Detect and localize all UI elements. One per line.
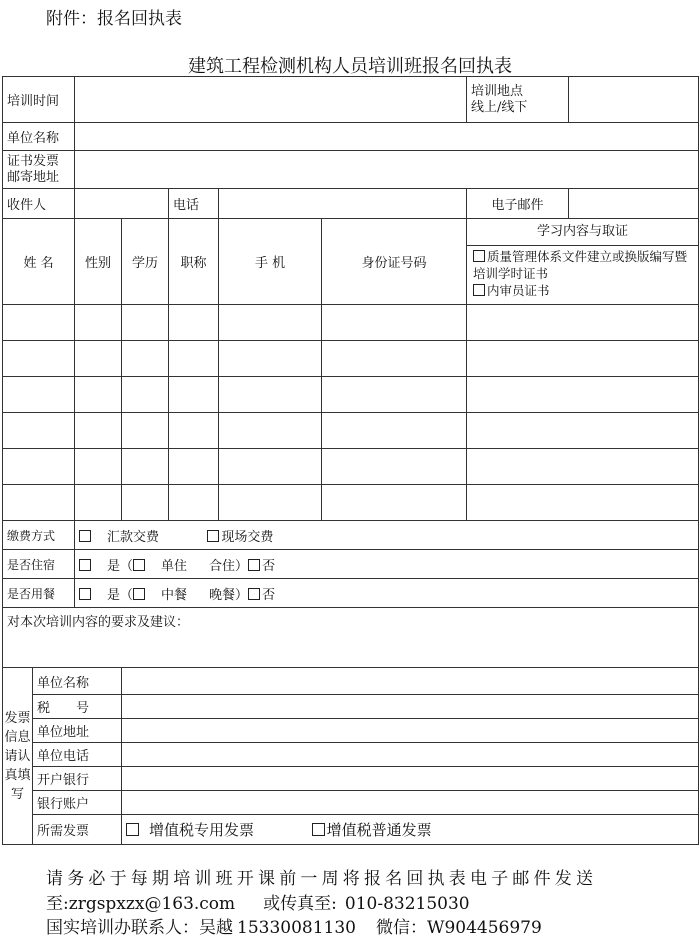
invoice-address-field[interactable] [122, 719, 699, 743]
invoice-field-label: 开户银行 [33, 767, 122, 791]
invoice-tax-id-field[interactable] [122, 695, 699, 719]
study-option-1-label: 质量管理体系文件建立或换版编写暨培训学时证书 [473, 249, 688, 281]
email-field[interactable] [569, 189, 699, 219]
mailing-address-label-line2: 邮寄地址 [7, 169, 60, 185]
training-place-field[interactable] [569, 77, 699, 123]
payment-onsite-label: 现场交费 [221, 529, 274, 545]
table-row[interactable] [3, 341, 699, 377]
footer-to-label: 至: [46, 894, 69, 914]
table-row[interactable] [3, 485, 699, 521]
lodging-yes-checkbox-icon[interactable] [79, 559, 91, 571]
footer-contact-line [46, 889, 470, 914]
lodging-single-checkbox-icon[interactable] [133, 559, 145, 571]
lodging-no-label: 否 [262, 558, 276, 574]
training-place-label-line2: 线上/线下 [471, 99, 528, 115]
meals-lunch-label: 中餐 [161, 587, 188, 603]
training-time-field[interactable] [75, 77, 467, 123]
training-place-label [467, 77, 569, 123]
lodging-single-label: 单住 [161, 558, 188, 574]
email-label: 电子邮件 [467, 189, 569, 219]
training-time-label: 培训时间 [3, 77, 75, 123]
footer-contact-name: 国实培训办联系人：吴越 [46, 918, 233, 938]
unit-name-field[interactable] [75, 123, 699, 151]
invoice-side-label: 发票信息请认真填写 [3, 668, 33, 845]
checkbox-icon [473, 250, 485, 262]
training-place-label-line1: 培训地点 [471, 83, 524, 99]
lodging-shared-label: 合住） [209, 558, 249, 574]
unit-name-label: 单位名称 [3, 123, 75, 151]
study-option-2-label: 内审员证书 [487, 283, 550, 298]
payment-label: 缴费方式 [3, 521, 75, 550]
invoice-special-label: 增值税专用发票 [149, 821, 255, 839]
invoice-field-label: 单位名称 [33, 668, 122, 695]
invoice-account-field[interactable] [122, 791, 699, 815]
meals-no-label: 否 [262, 587, 276, 603]
study-option-1[interactable] [467, 246, 698, 282]
col-gender-header: 性别 [75, 219, 122, 305]
recipient-label: 收件人 [3, 189, 75, 219]
mailing-address-label [3, 151, 75, 189]
payment-onsite-checkbox-icon[interactable] [207, 530, 219, 542]
table-row[interactable] [3, 305, 699, 341]
invoice-normal-checkbox-icon[interactable] [312, 823, 325, 836]
footer-fax-label: 或传真至: [263, 894, 337, 914]
lodging-yes-label: 是（ [107, 558, 134, 574]
suggestion-field[interactable] [3, 608, 699, 668]
registration-form [2, 76, 699, 845]
table-row[interactable] [3, 377, 699, 413]
meals-yes-checkbox-icon[interactable] [79, 588, 91, 600]
checkbox-icon [473, 284, 485, 296]
study-content-title: 学习内容与取证 [467, 219, 698, 246]
payment-transfer-checkbox-icon[interactable] [79, 530, 91, 542]
invoice-type-label: 所需发票 [33, 815, 122, 845]
col-education-header: 学历 [122, 219, 169, 305]
study-content-cell [467, 219, 699, 305]
footer-instruction: 请务必于每期培训班开课前一周将报名回执表电子邮件发送 [46, 869, 598, 889]
meals-lunch-checkbox-icon[interactable] [133, 588, 145, 600]
meals-options [75, 579, 699, 608]
col-title-header: 职称 [169, 219, 219, 305]
page-title: 建筑工程检测机构人员培训班报名回执表 [188, 56, 512, 77]
attachment-label: 附件：报名回执表 [46, 9, 182, 29]
payment-transfer-label: 汇款交费 [107, 529, 160, 545]
invoice-field-label: 银行账户 [33, 791, 122, 815]
lodging-label: 是否住宿 [3, 550, 75, 579]
payment-options [75, 521, 699, 550]
footer-wechat: W904456979 [426, 918, 542, 938]
lodging-options [75, 550, 699, 579]
invoice-special-checkbox-icon[interactable] [126, 823, 139, 836]
invoice-type-options [122, 815, 699, 845]
table-row[interactable] [3, 449, 699, 485]
invoice-bank-field[interactable] [122, 767, 699, 791]
invoice-normal-label: 增值税普通发票 [326, 821, 432, 839]
invoice-phone-field[interactable] [122, 743, 699, 767]
invoice-field-label: 税 号 [33, 695, 122, 719]
footer-wechat-label: 微信： [375, 918, 427, 938]
study-option-2[interactable] [467, 282, 698, 299]
recipient-field[interactable] [75, 189, 169, 219]
invoice-unit-name-field[interactable] [122, 668, 699, 695]
mailing-address-label-line1: 证书发票 [7, 153, 60, 169]
mailing-address-field[interactable] [75, 151, 699, 189]
col-id-header: 身份证号码 [322, 219, 467, 305]
footer-email: zrgspxzx@163.com [68, 894, 236, 914]
meals-yes-label: 是（ [107, 587, 134, 603]
meals-label: 是否用餐 [3, 579, 75, 608]
footer-fax: 010-83215030 [344, 894, 470, 914]
invoice-field-label: 单位电话 [33, 743, 122, 767]
phone-label: 电话 [169, 189, 219, 219]
lodging-no-checkbox-icon[interactable] [248, 559, 260, 571]
footer-contact-person [46, 913, 542, 938]
phone-field[interactable] [219, 189, 467, 219]
meals-dinner-label: 晚餐） [209, 587, 249, 603]
col-name-header: 姓 名 [3, 219, 75, 305]
suggestion-label: 对本次培训内容的要求及建议： [7, 615, 190, 630]
col-mobile-header: 手 机 [219, 219, 322, 305]
invoice-field-label: 单位地址 [33, 719, 122, 743]
table-row[interactable] [3, 413, 699, 449]
footer-contact-phone: 15330081130 [237, 918, 356, 938]
meals-no-checkbox-icon[interactable] [248, 588, 260, 600]
